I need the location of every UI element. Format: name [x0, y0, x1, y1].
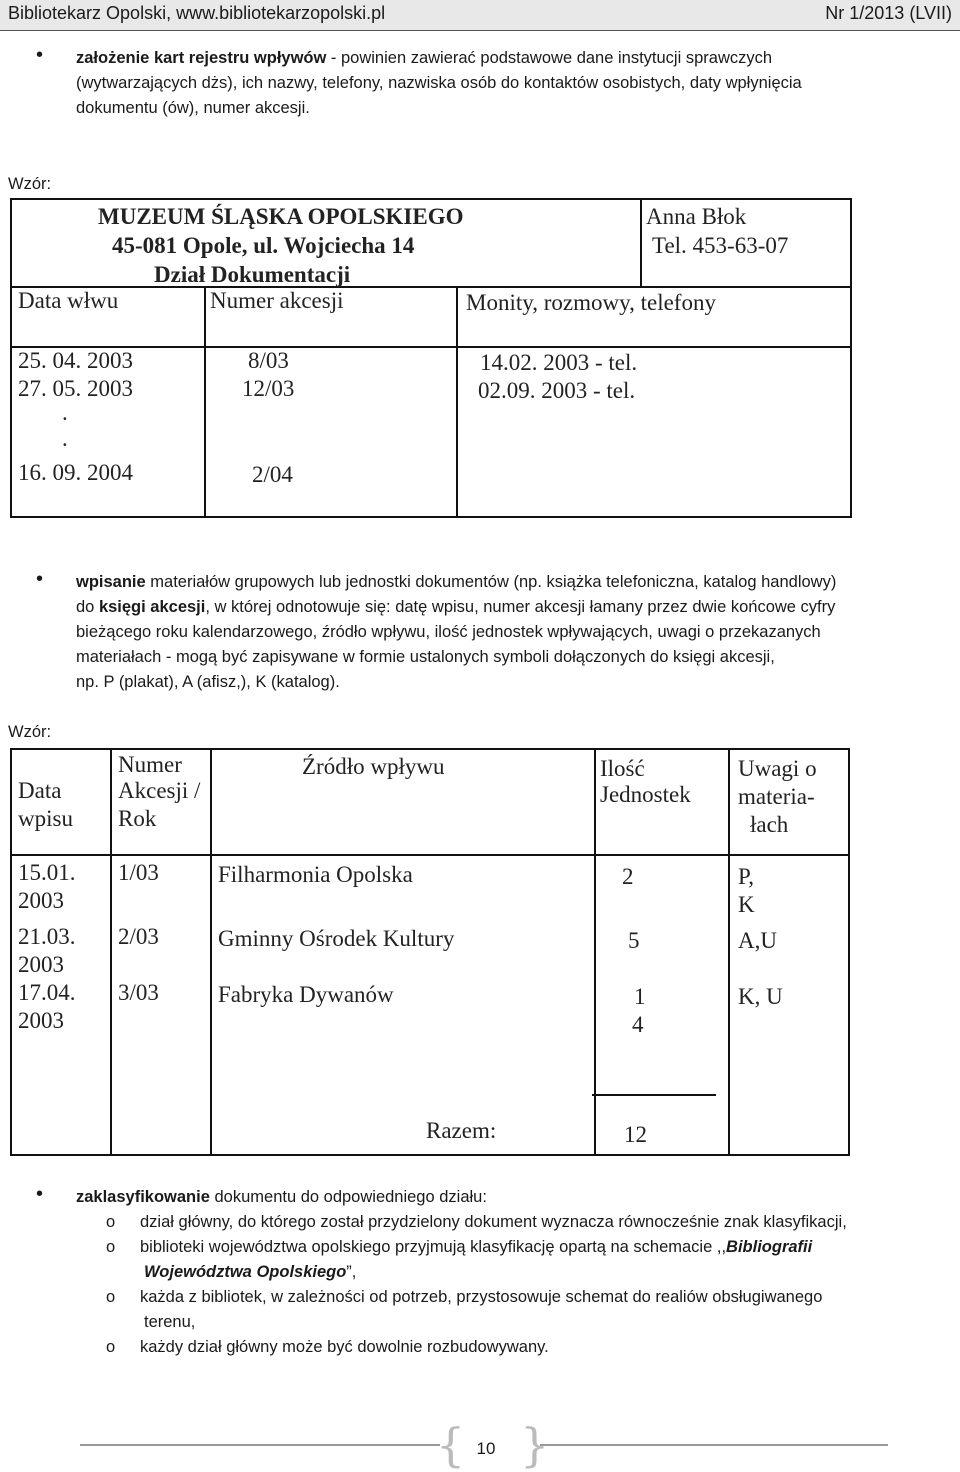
footer-rule-right — [540, 1444, 888, 1446]
wzor-label-2: Wzór: — [8, 723, 52, 741]
journal-title: Bibliotekarz Opolski, www.bibliotekarzopolski.pl — [8, 3, 386, 23]
contact-name: Anna Błok — [646, 204, 747, 229]
col-header-date: wpisu — [18, 806, 73, 831]
col-header-source: Źródło wpływu — [302, 754, 445, 779]
accession-book-example — [10, 748, 850, 1156]
row-source: Gminny Ośrodek Kultury — [218, 926, 455, 951]
row-source: Fabryka Dywanów — [218, 982, 394, 1007]
total-value: 12 — [624, 1122, 647, 1147]
section3-lead-line: zaklasyfikowanie dokumentu do odpowiedniego działu: — [76, 1188, 487, 1206]
contact-phone: Tel. 453-63-07 — [652, 233, 789, 258]
row-date: 21.03. — [18, 924, 76, 949]
list-marker: o — [106, 1288, 116, 1306]
col-header-notes: łach — [750, 812, 789, 837]
wzor-label-1: Wzór: — [8, 175, 52, 193]
row-source: Filharmonia Opolska — [218, 862, 413, 887]
page-number: 10 — [476, 1439, 496, 1458]
issue-number: Nr 1/2013 (LVII) — [825, 3, 952, 23]
list-item: dział główny, do którego został przydzielony dokument wyznacza równocześnie znak klasyfikacji, — [140, 1213, 847, 1231]
bullet-icon: • — [36, 44, 44, 66]
row-accession: 2/03 — [118, 924, 159, 949]
col-header-accession: Numer akcesji — [210, 288, 344, 313]
section2-lead: wpisanie — [76, 573, 146, 591]
entry-date-ellipsis: . — [62, 400, 68, 425]
institution-name: MUZEUM ŚLĄSKA OPOLSKIEGO — [98, 204, 464, 229]
list-item: biblioteki województwa opolskiego przyjmują klasyfikację opartą na schemacie ,,Bibliografii Województwa Opolskiego”, — [140, 1238, 813, 1281]
entry-accession: 12/03 — [242, 376, 295, 401]
list-marker: o — [106, 1338, 116, 1356]
page-header — [0, 0, 960, 31]
row-quantity: 5 — [628, 928, 640, 953]
entry-accession: 2/04 — [252, 462, 293, 487]
institution-department: Dział Dokumentacji — [154, 262, 351, 287]
list-item: każdy dział główny może być dowolnie rozbudowywany. — [140, 1338, 549, 1356]
row-notes: A,U — [738, 928, 777, 953]
col-header-date: Data — [18, 778, 62, 803]
col-header-notes: materia- — [738, 784, 815, 809]
institution-address: 45-081 Opole, ul. Wojciecha 14 — [112, 233, 415, 258]
right-brace-icon: } — [520, 1418, 550, 1472]
total-label: Razem: — [426, 1118, 497, 1143]
col-header-monitors: Monity, rozmowy, telefony — [466, 290, 716, 315]
row-date: 15.01. — [18, 860, 76, 885]
entry-date: 16. 09. 2004 — [18, 460, 133, 485]
col-header-accession: Numer — [118, 752, 182, 777]
entry-date: 27. 05. 2003 — [18, 376, 133, 401]
entry-monitor: 14.02. 2003 - tel. — [480, 350, 638, 375]
row-quantity: 2 — [622, 864, 634, 889]
left-brace-icon: { — [436, 1418, 466, 1472]
entry-monitor: 02.09. 2003 - tel. — [478, 378, 636, 403]
bullet-icon: • — [36, 568, 44, 590]
row-date: 2003 — [18, 1008, 64, 1033]
col-header-quantity: Ilość — [600, 756, 645, 781]
col-header-notes: Uwagi o — [738, 756, 817, 781]
row-date: 2003 — [18, 952, 64, 977]
entry-accession: 8/03 — [248, 348, 289, 373]
row-notes: P, — [738, 864, 754, 889]
row-notes: K — [738, 892, 755, 917]
section1-lead: założenie kart rejestru wpływów — [76, 49, 327, 67]
col-header-quantity: Jednostek — [600, 782, 691, 807]
row-notes: K, U — [738, 984, 783, 1009]
section3-lead: zaklasyfikowanie — [76, 1188, 210, 1206]
col-header-date: Data włwu — [18, 288, 119, 313]
row-accession: 1/03 — [118, 860, 159, 885]
row-accession: 3/03 — [118, 980, 159, 1005]
row-quantity: 1 — [634, 984, 646, 1009]
footer-rule-left — [80, 1444, 440, 1446]
entry-date: 25. 04. 2003 — [18, 348, 133, 373]
col-header-accession: Rok — [118, 806, 157, 831]
list-marker: o — [106, 1213, 116, 1231]
section2-paragraph: wpisanie materiałów grupowych lub jednostki dokumentów (np. książka telefoniczna, katalog handlowy) do księgi akcesji, w której odnotowuje się: datę wpisu, numer akcesji łamany przez dwie końcowe cyfry bieżącego roku kalendarzowego, źródło wpływu, ilość jednostek wpływających, uwagi o przekazanych materiałach - mogą być zapisywane w formie ustalonych symboli dołączonych do księgi akcesji, np. P (plakat), A (afisz,), K (katalog). — [76, 573, 837, 691]
list-item: każda z bibliotek, w zależności od potrzeb, przystosowuje schemat do realiów obsługiwanego terenu, — [140, 1288, 823, 1331]
register-card-example — [10, 198, 852, 518]
col-header-accession: Akcesji / — [118, 778, 201, 803]
list-marker: o — [106, 1238, 116, 1256]
section1-paragraph: założenie kart rejestru wpływów - powinien zawierać podstawowe dane instytucji sprawczych (wytwarzających dżs), ich nazwy, telefony, nazwiska osób do kontaktów osobistych, daty wpłynięcia dokumentu (ów), numer akcesji. — [76, 49, 802, 117]
row-date: 2003 — [18, 888, 64, 913]
row-date: 17.04. — [18, 980, 76, 1005]
bullet-icon: • — [36, 1183, 44, 1205]
row-quantity: 4 — [632, 1012, 644, 1037]
entry-date-ellipsis: . — [62, 426, 68, 451]
